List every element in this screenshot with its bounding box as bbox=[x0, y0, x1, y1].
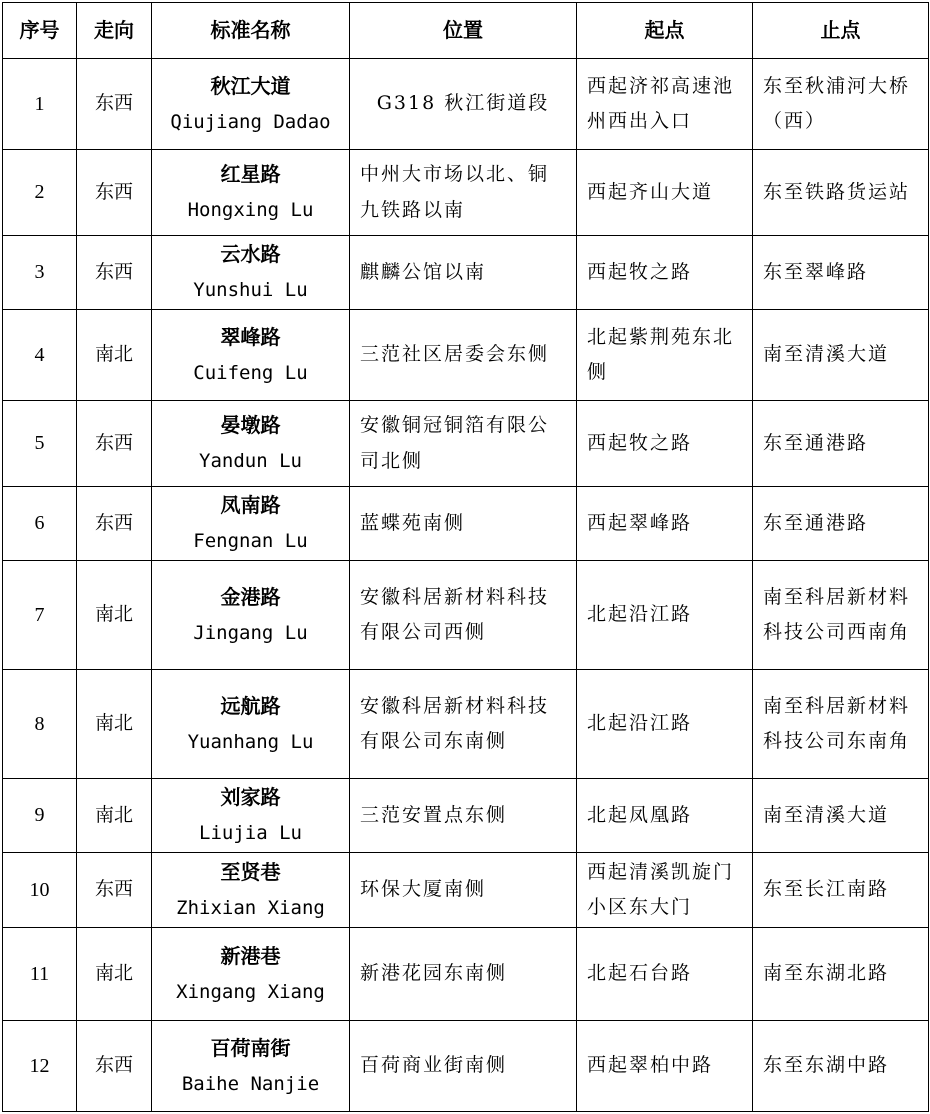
row-standard-name bbox=[152, 928, 350, 1021]
road-name-pinyin: Zhixian Xiang bbox=[176, 896, 325, 919]
row-start-point: 西起齐山大道 bbox=[577, 150, 753, 236]
row-location: 麒麟公馆以南 bbox=[350, 236, 577, 310]
table-row bbox=[3, 59, 929, 150]
row-start-point: 西起牧之路 bbox=[577, 401, 753, 487]
row-start-point: 北起紫荆苑东北侧 bbox=[577, 310, 753, 401]
row-serial-number: 5 bbox=[3, 401, 77, 487]
table-row bbox=[3, 670, 929, 779]
row-direction: 东西 bbox=[77, 401, 152, 487]
row-serial-number: 4 bbox=[3, 310, 77, 401]
row-direction: 东西 bbox=[77, 1021, 152, 1112]
row-end-point: 东至通港路 bbox=[753, 401, 929, 487]
row-direction: 南北 bbox=[77, 779, 152, 853]
row-location: 三范安置点东侧 bbox=[350, 779, 577, 853]
road-name-chinese: 百荷南街 bbox=[210, 1035, 291, 1060]
road-name-chinese: 秋江大道 bbox=[210, 73, 291, 98]
row-direction: 南北 bbox=[77, 310, 152, 401]
row-start-point: 西起翠柏中路 bbox=[577, 1021, 753, 1112]
row-location: 三范社区居委会东侧 bbox=[350, 310, 577, 401]
table-row bbox=[3, 150, 929, 236]
row-serial-number: 3 bbox=[3, 236, 77, 310]
row-start-point: 西起济祁高速池州西出入口 bbox=[577, 59, 753, 150]
row-end-point: 东至秋浦河大桥（西） bbox=[753, 59, 929, 150]
row-direction: 东西 bbox=[77, 853, 152, 928]
header-standard-name: 标准名称 bbox=[152, 3, 350, 59]
row-direction: 南北 bbox=[77, 670, 152, 779]
table-row bbox=[3, 310, 929, 401]
header-location: 位置 bbox=[350, 3, 577, 59]
row-standard-name bbox=[152, 236, 350, 310]
road-name-chinese: 红星路 bbox=[220, 162, 281, 187]
header-direction: 走向 bbox=[77, 3, 152, 59]
row-standard-name bbox=[152, 310, 350, 401]
table-row bbox=[3, 487, 929, 561]
row-standard-name bbox=[152, 401, 350, 487]
row-start-point: 北起石台路 bbox=[577, 928, 753, 1021]
row-location: 新港花园东南侧 bbox=[350, 928, 577, 1021]
row-direction: 东西 bbox=[77, 487, 152, 561]
table-row bbox=[3, 236, 929, 310]
table-row bbox=[3, 853, 929, 928]
table-header-row bbox=[3, 3, 929, 59]
row-serial-number: 6 bbox=[3, 487, 77, 561]
table-row bbox=[3, 928, 929, 1021]
row-standard-name bbox=[152, 150, 350, 236]
road-name-pinyin: Xingang Xiang bbox=[176, 980, 325, 1003]
row-end-point: 东至东湖中路 bbox=[753, 1021, 929, 1112]
road-name-pinyin: Qiujiang Dadao bbox=[170, 110, 331, 133]
row-standard-name bbox=[152, 561, 350, 670]
row-serial-number: 12 bbox=[3, 1021, 77, 1112]
row-location: 中州大市场以北、铜九铁路以南 bbox=[350, 150, 577, 236]
row-serial-number: 11 bbox=[3, 928, 77, 1021]
table-row bbox=[3, 1021, 929, 1112]
road-name-chinese: 至贤巷 bbox=[220, 859, 281, 884]
row-start-point: 西起翠峰路 bbox=[577, 487, 753, 561]
header-serial-number: 序号 bbox=[3, 3, 77, 59]
row-end-point: 东至通港路 bbox=[753, 487, 929, 561]
row-serial-number: 9 bbox=[3, 779, 77, 853]
road-name-pinyin: Cuifeng Lu bbox=[193, 361, 308, 384]
table-row bbox=[3, 779, 929, 853]
row-serial-number: 2 bbox=[3, 150, 77, 236]
row-location: 蓝蝶苑南侧 bbox=[350, 487, 577, 561]
row-direction: 南北 bbox=[77, 561, 152, 670]
row-serial-number: 7 bbox=[3, 561, 77, 670]
row-start-point: 北起沿江路 bbox=[577, 670, 753, 779]
header-start-point: 起点 bbox=[577, 3, 753, 59]
road-name-chinese: 云水路 bbox=[220, 242, 281, 267]
row-location: 环保大厦南侧 bbox=[350, 853, 577, 928]
road-name-chinese: 凤南路 bbox=[220, 493, 281, 518]
road-name-pinyin: Yandun Lu bbox=[199, 450, 302, 473]
row-standard-name bbox=[152, 59, 350, 150]
row-end-point: 南至东湖北路 bbox=[753, 928, 929, 1021]
road-name-chinese: 金港路 bbox=[220, 584, 281, 609]
row-location: 安徽科居新材料科技有限公司西侧 bbox=[350, 561, 577, 670]
row-end-point: 东至长江南路 bbox=[753, 853, 929, 928]
road-name-pinyin: Yunshui Lu bbox=[193, 279, 308, 302]
row-standard-name bbox=[152, 487, 350, 561]
row-standard-name bbox=[152, 853, 350, 928]
row-location: 安徽铜冠铜箔有限公司北侧 bbox=[350, 401, 577, 487]
road-name-pinyin: Fengnan Lu bbox=[193, 530, 308, 553]
road-name-pinyin: Baihe Nanjie bbox=[181, 1072, 320, 1095]
row-end-point: 东至翠峰路 bbox=[753, 236, 929, 310]
row-direction: 东西 bbox=[77, 59, 152, 150]
road-name-chinese: 翠峰路 bbox=[220, 324, 281, 349]
row-direction: 东西 bbox=[77, 236, 152, 310]
row-standard-name bbox=[152, 1021, 350, 1112]
row-end-point: 南至科居新材料科技公司西南角 bbox=[753, 561, 929, 670]
row-start-point: 西起清溪凯旋门小区东大门 bbox=[577, 853, 753, 928]
row-standard-name bbox=[152, 779, 350, 853]
road-name-chinese: 晏墩路 bbox=[220, 413, 281, 438]
road-name-pinyin: Yuanhang Lu bbox=[187, 730, 314, 753]
row-location: G318 秋江街道段 bbox=[350, 59, 577, 150]
road-name-chinese: 新港巷 bbox=[220, 943, 281, 968]
row-serial-number: 10 bbox=[3, 853, 77, 928]
table-row bbox=[3, 561, 929, 670]
road-name-chinese: 刘家路 bbox=[220, 785, 281, 810]
road-name-pinyin: Hongxing Lu bbox=[187, 199, 314, 222]
row-end-point: 东至铁路货运站 bbox=[753, 150, 929, 236]
row-location: 安徽科居新材料科技有限公司东南侧 bbox=[350, 670, 577, 779]
row-direction: 南北 bbox=[77, 928, 152, 1021]
row-end-point: 南至清溪大道 bbox=[753, 310, 929, 401]
row-start-point: 北起凤凰路 bbox=[577, 779, 753, 853]
row-end-point: 南至科居新材料科技公司东南角 bbox=[753, 670, 929, 779]
road-name-pinyin: Jingang Lu bbox=[193, 621, 308, 644]
row-standard-name bbox=[152, 670, 350, 779]
row-serial-number: 1 bbox=[3, 59, 77, 150]
table-row bbox=[3, 401, 929, 487]
header-end-point: 止点 bbox=[753, 3, 929, 59]
row-start-point: 北起沿江路 bbox=[577, 561, 753, 670]
row-location: 百荷商业街南侧 bbox=[350, 1021, 577, 1112]
row-serial-number: 8 bbox=[3, 670, 77, 779]
row-direction: 东西 bbox=[77, 150, 152, 236]
road-name-pinyin: Liujia Lu bbox=[199, 822, 302, 845]
road-name-chinese: 远航路 bbox=[220, 693, 281, 718]
row-start-point: 西起牧之路 bbox=[577, 236, 753, 310]
road-names-table bbox=[2, 2, 929, 1112]
row-end-point: 南至清溪大道 bbox=[753, 779, 929, 853]
